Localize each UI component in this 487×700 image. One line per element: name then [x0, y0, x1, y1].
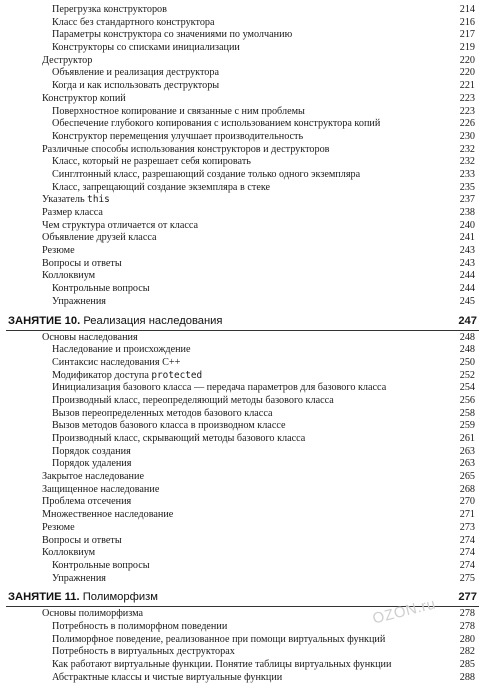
- toc-entry-page-number: 278: [459, 608, 475, 620]
- toc-entry-page-number: 230: [459, 130, 475, 142]
- toc-entry-page-number: 243: [459, 257, 475, 269]
- toc-entry-text: Синглтонный класс, разрешающий создание только одного экземпляра: [52, 168, 361, 180]
- watermark: OZON.ru: [370, 595, 438, 628]
- toc-entry-page-number: 270: [459, 496, 475, 508]
- toc-entry: [0, 144, 487, 157]
- toc-entry-text: Коллоквиум: [42, 547, 96, 559]
- toc-entry: [0, 395, 487, 408]
- toc-entry-title: [52, 458, 131, 471]
- toc-entry-page-number: 278: [459, 620, 475, 632]
- toc-entry-text: Проблема отсечения: [42, 496, 132, 508]
- toc-entry-title: [52, 67, 219, 80]
- toc-entry-title: [52, 131, 303, 144]
- toc-entry-text: Инициализация базового класса — передача параметров для базового класса: [52, 382, 387, 394]
- toc-entry-title: [52, 17, 215, 30]
- toc-entry-title: [52, 156, 251, 169]
- toc-entry-title: [52, 672, 282, 685]
- toc-entry-page-number: 263: [459, 458, 475, 470]
- toc-entry-text: Упражнения: [52, 295, 106, 307]
- toc-entry-page-number: 223: [459, 105, 475, 117]
- toc-entry-title: [42, 55, 92, 68]
- toc-entry-text: Поверхностное копирование и связанные с ним проблемы: [52, 105, 305, 117]
- toc-entry-text: Класс без стандартного конструктора: [52, 16, 215, 28]
- toc-entry-title: [52, 4, 167, 17]
- toc-entry-text: Упражнения: [52, 572, 106, 584]
- toc-entry-page-number: 223: [459, 92, 475, 104]
- toc-entry-text: Вопросы и ответы: [42, 534, 122, 546]
- toc-entry-text: Конструктор перемещения улучшает производительность: [52, 130, 304, 142]
- toc-entry-page-number: 237: [459, 194, 475, 206]
- toc-entry: [0, 67, 487, 80]
- toc-entry-text: Резюме: [42, 521, 75, 533]
- toc-entry-text: Перегрузка конструкторов: [52, 4, 167, 15]
- toc-entry-title: [42, 484, 159, 497]
- toc-entry-page-number: 274: [459, 559, 475, 571]
- toc-entry: [0, 156, 487, 169]
- toc-entry-page-number: 252: [459, 369, 475, 381]
- toc-entry-text: Как работают виртуальные функции. Понятие таблицы виртуальных функции: [52, 659, 392, 670]
- chapter-10-entries: [0, 332, 487, 586]
- toc-entry-text: Резюме: [42, 245, 75, 257]
- toc-entry-title: [42, 93, 126, 106]
- toc-entry-title: [52, 296, 106, 309]
- toc-entry-text: Основы наследования: [42, 331, 138, 343]
- toc-entry-title: [52, 573, 106, 586]
- toc-entry: [0, 258, 487, 271]
- toc-entry-text: Параметры конструктора со значениями по умолчанию: [52, 29, 293, 41]
- toc-entry-page-number: 263: [459, 445, 475, 457]
- toc-entry-title: [52, 382, 386, 395]
- toc-entry-text: Объявление и реализация деструктора: [52, 67, 220, 79]
- chapter-divider: [6, 330, 479, 331]
- toc-entry-page-number: 217: [459, 29, 475, 41]
- toc-entry-title: [52, 182, 270, 195]
- toc-entry: [0, 344, 487, 357]
- toc-entry-title: [52, 621, 227, 634]
- toc-entry-text: Чем структура отличается от класса: [42, 219, 199, 231]
- toc-entry: [0, 496, 487, 509]
- toc-entry-page-number: 238: [459, 207, 475, 218]
- chapter-label: ЗАНЯТИЕ 11.: [8, 591, 80, 604]
- toc-entry-text: Абстрактные классы и чистые виртуальные функции: [52, 671, 283, 683]
- toc-entry: [0, 169, 487, 182]
- toc-entry-page-number: 273: [459, 521, 475, 533]
- toc-entry-page-number: 244: [459, 283, 475, 295]
- toc-entry-title: [42, 496, 131, 509]
- toc-entry-text: Производный класс, скрывающий методы базового класса: [52, 433, 306, 444]
- toc-entry: [0, 408, 487, 421]
- toc-entry-page-number: 259: [459, 420, 475, 432]
- toc-entry: [0, 283, 487, 296]
- toc-entry-text: Производный класс, переопределяющий методы базового класса: [52, 394, 334, 406]
- toc-entry-code: this: [87, 194, 110, 206]
- toc-entry-page-number: 274: [459, 547, 475, 559]
- chapter-title: [8, 591, 158, 603]
- toc-entry: [0, 131, 487, 144]
- toc-entry-title: [52, 646, 235, 659]
- toc-entry-page-number: 258: [459, 407, 475, 419]
- chapter-page-number: 277: [458, 591, 477, 604]
- toc-entry-text: Контрольные вопросы: [52, 283, 150, 295]
- toc-entry-page-number: 232: [459, 156, 475, 168]
- toc-entry: [0, 270, 487, 283]
- toc-entry: [0, 80, 487, 93]
- toc-entry-page-number: 232: [459, 143, 475, 155]
- toc-entry: [0, 232, 487, 245]
- toc-entry-text: Модификатор доступа: [52, 369, 152, 381]
- toc-entry-title: [52, 169, 360, 182]
- toc-entry-title: [52, 634, 385, 647]
- toc-entry-page-number: 243: [459, 245, 475, 257]
- toc-entry-page-number: 226: [459, 118, 475, 130]
- toc-entry-text: Вызов методов базового класса в производном классе: [52, 420, 286, 432]
- toc-entry-title: [52, 42, 240, 55]
- table-of-contents: [0, 4, 487, 684]
- toc-entry: [0, 646, 487, 659]
- toc-entry-text: Основы полиморфизма: [42, 608, 144, 620]
- toc-entry-text: Обеспечение глубокого копирования с использованием конструктора копий: [52, 118, 381, 130]
- toc-entry: [0, 535, 487, 548]
- chapter-11-entries: [0, 608, 487, 684]
- toc-entry: [0, 207, 487, 220]
- toc-entry-title: [52, 344, 191, 357]
- chapter-page-number: 247: [458, 314, 477, 327]
- toc-entry-page-number: 280: [459, 633, 475, 645]
- toc-entry: [0, 621, 487, 634]
- toc-entry-text: Различные способы использования конструкторов и деструкторов: [42, 143, 330, 155]
- toc-entry-text: Закрытое наследование: [42, 471, 144, 483]
- toc-entry-page-number: 248: [459, 344, 475, 356]
- toc-entry-page-number: 282: [459, 646, 475, 658]
- toc-entry-title: [42, 547, 95, 560]
- chapter-label: ЗАНЯТИЕ 10.: [8, 314, 81, 327]
- toc-entry-page-number: 274: [459, 534, 475, 546]
- toc-entry-text: Вопросы и ответы: [42, 257, 122, 269]
- toc-entry-page-number: 245: [459, 295, 475, 307]
- toc-entry-text: Защищенное наследование: [42, 483, 160, 495]
- toc-entry: [0, 106, 487, 119]
- toc-entry-title: [42, 270, 95, 283]
- toc-entry-text: Синтаксис наследования C++: [52, 356, 181, 368]
- toc-entry: [0, 634, 487, 647]
- toc-entry-text: Коллоквиум: [42, 270, 96, 282]
- toc-entry-text: Множественное наследование: [42, 509, 174, 521]
- toc-entry-text: Конструктор копий: [42, 92, 126, 104]
- toc-entry-title: [42, 522, 75, 535]
- toc-entry: [0, 4, 487, 17]
- toc-entry: [0, 433, 487, 446]
- toc-entry-title: [52, 395, 334, 408]
- toc-entry-title: [42, 471, 144, 484]
- toc-entry-text: Объявление друзей класса: [42, 232, 157, 244]
- toc-entry: [0, 471, 487, 484]
- toc-entry: [0, 420, 487, 433]
- toc-entry: [0, 194, 487, 207]
- toc-entry-title: [42, 509, 173, 522]
- chapter-name: Полиморфизм: [79, 591, 158, 604]
- toc-entry-page-number: 240: [459, 219, 475, 231]
- toc-entry: [0, 370, 487, 383]
- toc-entry: [0, 458, 487, 471]
- toc-entry: [0, 382, 487, 395]
- toc-entry-page-number: 256: [459, 394, 475, 406]
- toc-entry-title: [52, 370, 202, 383]
- toc-entry: [0, 573, 487, 586]
- toc-entry: [0, 509, 487, 522]
- toc-entry-text: Класс, который не разрешает себя копировать: [52, 156, 251, 168]
- toc-entry-page-number: 219: [459, 42, 475, 54]
- toc-entry-page-number: 221: [459, 80, 475, 92]
- chapter-title: [8, 315, 222, 327]
- toc-entry-title: [42, 608, 143, 621]
- toc-entry: [0, 672, 487, 685]
- toc-entry-title: [42, 258, 122, 271]
- toc-entry: [0, 55, 487, 68]
- toc-entry: [0, 357, 487, 370]
- toc-entry-page-number: 235: [459, 181, 475, 193]
- toc-entry-page-number: 214: [459, 4, 475, 15]
- toc-entry: [0, 29, 487, 42]
- toc-entry-title: [42, 245, 75, 258]
- toc-entry-page-number: 250: [459, 356, 475, 368]
- toc-section-continued: [0, 4, 487, 309]
- toc-entry-page-number: 288: [459, 671, 475, 683]
- toc-entry-text: Деструктор: [42, 54, 93, 66]
- toc-entry-page-number: 265: [459, 471, 475, 483]
- toc-entry-title: [52, 357, 180, 370]
- toc-entry-text: Контрольные вопросы: [52, 559, 150, 571]
- toc-entry-text: Наследование и происхождение: [52, 344, 191, 356]
- toc-entry: [0, 547, 487, 560]
- chapter-10-heading: [0, 311, 487, 332]
- toc-entry-page-number: 216: [459, 16, 475, 28]
- toc-entry-code: protected: [151, 369, 203, 381]
- toc-entry: [0, 332, 487, 345]
- toc-entry-title: [52, 106, 305, 119]
- toc-entry-title: [52, 408, 273, 421]
- toc-entry: [0, 446, 487, 459]
- toc-entry-page-number: 220: [459, 67, 475, 79]
- toc-entry-title: [52, 446, 131, 459]
- toc-entry-title: [42, 207, 103, 220]
- toc-entry: [0, 220, 487, 233]
- toc-entry: [0, 182, 487, 195]
- toc-entry-text: Конструкторы со списками инициализации: [52, 42, 240, 54]
- toc-entry-title: [52, 659, 391, 672]
- toc-entry-text: Порядок создания: [52, 445, 131, 457]
- toc-entry-title: [52, 283, 150, 296]
- toc-entry-title: [42, 232, 157, 245]
- toc-entry-title: [42, 332, 138, 345]
- toc-entry-text: Размер класса: [42, 207, 103, 218]
- toc-entry-text: Класс, запрещающий создание экземпляра в стеке: [52, 181, 271, 193]
- toc-entry: [0, 118, 487, 131]
- toc-entry-page-number: 261: [459, 433, 475, 444]
- toc-entry-text: Когда и как использовать деструкторы: [52, 80, 220, 92]
- toc-entry-title: [52, 29, 292, 42]
- toc-entry-title: [42, 535, 122, 548]
- toc-entry-page-number: 275: [459, 572, 475, 584]
- toc-entry-page-number: 285: [459, 659, 475, 670]
- toc-entry-title: [52, 80, 219, 93]
- toc-entry-text: Потребность в виртуальных деструкторах: [52, 646, 235, 658]
- toc-entry-text: Вызов переопределенных методов базового класса: [52, 407, 273, 419]
- toc-entry-page-number: 271: [459, 509, 475, 521]
- toc-entry-page-number: 233: [459, 168, 475, 180]
- toc-entry-page-number: 268: [459, 483, 475, 495]
- toc-entry-page-number: 220: [459, 54, 475, 66]
- toc-entry-title: [52, 420, 286, 433]
- toc-entry-text: Порядок удаления: [52, 458, 132, 470]
- toc-entry-page-number: 248: [459, 331, 475, 343]
- toc-entry-title: [42, 144, 330, 157]
- toc-entry-title: [52, 433, 305, 446]
- toc-entry: [0, 296, 487, 309]
- toc-entry: [0, 484, 487, 497]
- toc-entry: [0, 42, 487, 55]
- toc-entry-page-number: 241: [459, 232, 475, 244]
- toc-entry: [0, 522, 487, 535]
- toc-entry-title: [52, 560, 150, 573]
- toc-entry: [0, 659, 487, 672]
- toc-entry-title: [52, 118, 380, 131]
- toc-entry-text: Указатель: [42, 194, 88, 206]
- toc-entry-title: [42, 220, 198, 233]
- toc-entry: [0, 245, 487, 258]
- toc-entry: [0, 560, 487, 573]
- toc-entry: [0, 93, 487, 106]
- toc-entry-page-number: 244: [459, 270, 475, 282]
- toc-entry-page-number: 254: [459, 382, 475, 394]
- toc-entry-title: [42, 194, 110, 207]
- toc-entry-text: Потребность в полиморфном поведении: [52, 620, 228, 632]
- toc-entry: [0, 17, 487, 30]
- toc-entry-text: Полиморфное поведение, реализованное при помощи виртуальных функций: [52, 633, 386, 645]
- chapter-name: Реализация наследования: [80, 314, 223, 327]
